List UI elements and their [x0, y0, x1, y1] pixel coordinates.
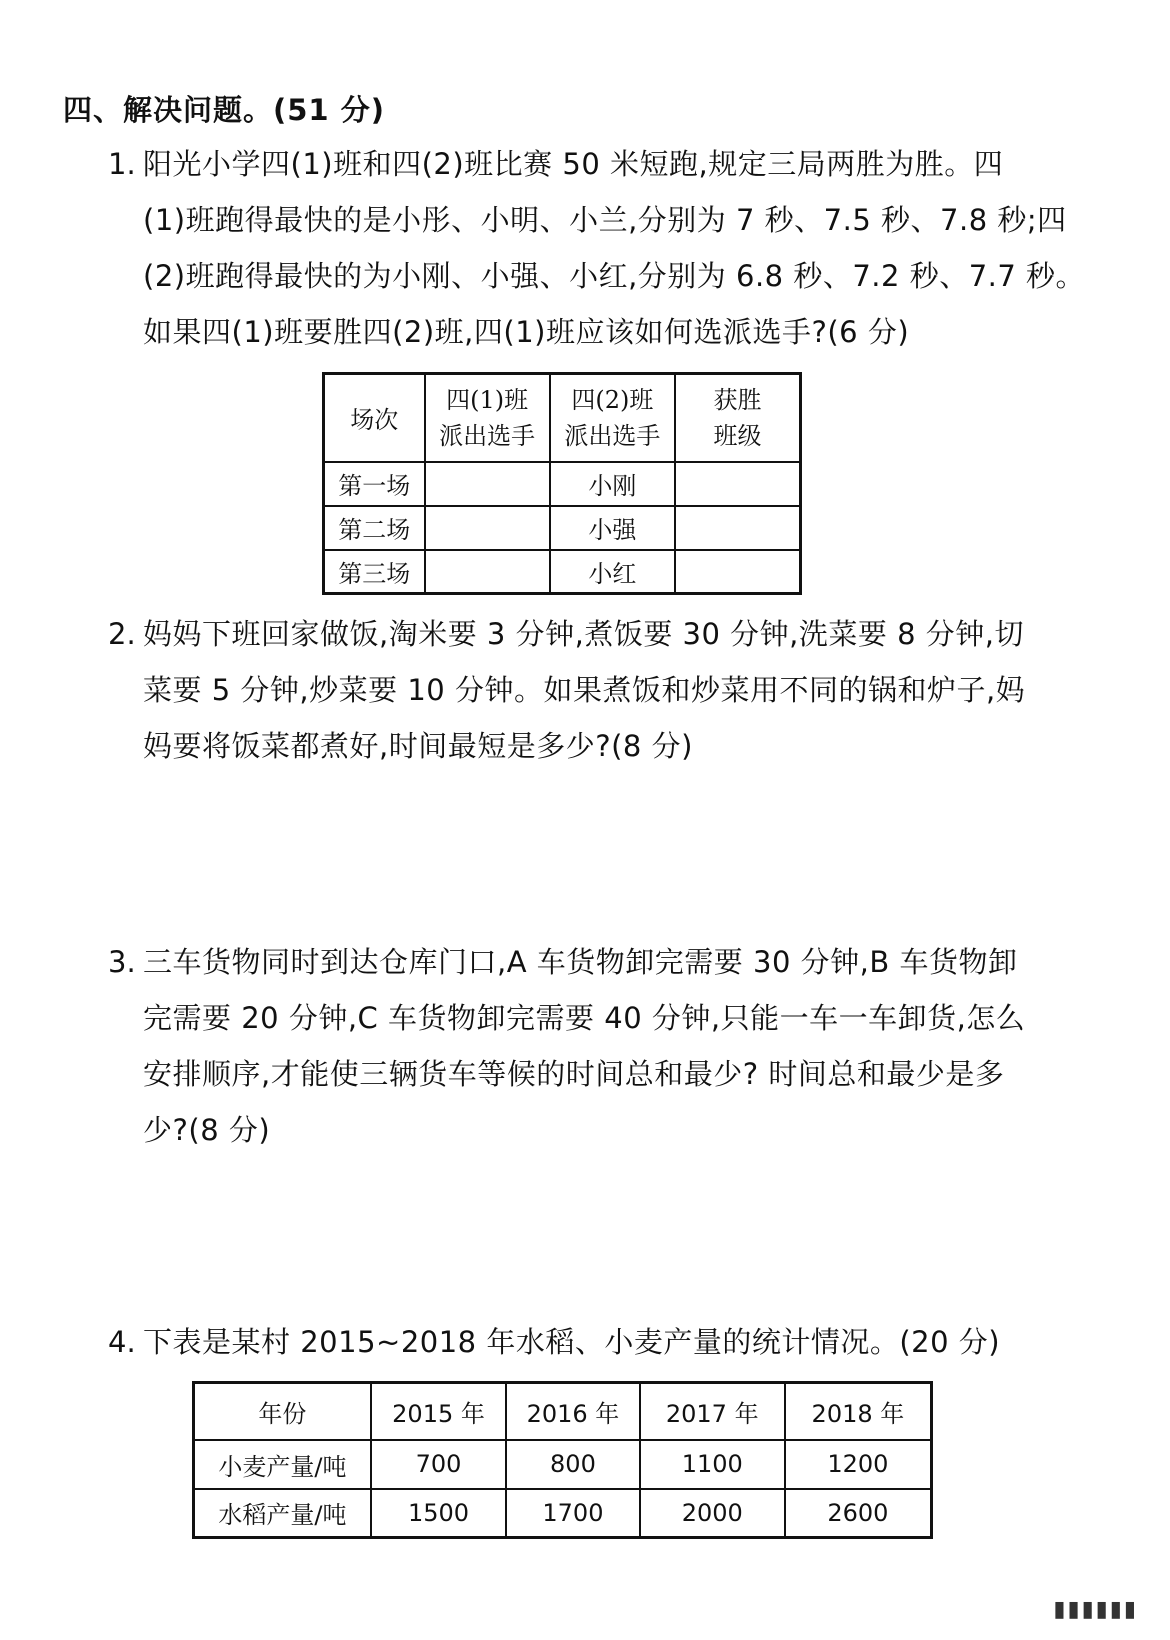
answer-cell[interactable] — [425, 462, 550, 506]
q1-match-table — [322, 372, 802, 595]
q1-header-text: 场次 — [350, 406, 399, 435]
q3-text — [143, 934, 1025, 1158]
q1-header-text: 四(2)班 — [571, 385, 654, 414]
table-cell: 小麦产量/吨 — [194, 1440, 371, 1489]
table-cell: 小红 — [550, 550, 675, 594]
q3-line: 完需要 20 分钟,C 车货物卸完需要 40 分钟,只能一车一车卸货,怎么 — [143, 1001, 1026, 1035]
q3-line: 三车货物同时到达仓库门口,A 车货物卸完需要 30 分钟,B 车货物卸 — [143, 945, 1018, 979]
table-header-cell: 2016 年 — [506, 1383, 639, 1440]
q1-line: (2)班跑得最快的为小刚、小强、小红,分别为 6.8 秒、7.2 秒、7.7 秒。 — [143, 259, 1086, 293]
q1-line: 阳光小学四(1)班和四(2)班比赛 50 米短跑,规定三局两胜为胜。四 — [143, 147, 1004, 181]
table-header-cell: 2015 年 — [371, 1383, 506, 1440]
answer-cell[interactable] — [675, 506, 801, 550]
table-row — [324, 506, 801, 550]
table-cell: 第一场 — [324, 462, 425, 506]
q2-text — [143, 606, 1025, 774]
table-cell: 800 — [506, 1440, 639, 1489]
table-cell: 700 — [371, 1440, 506, 1489]
q1-header-cell — [550, 374, 675, 462]
table-header-cell: 2018 年 — [785, 1383, 932, 1440]
answer-cell[interactable] — [425, 550, 550, 594]
q2-line: 菜要 5 分钟,炒菜要 10 分钟。如果煮饭和炒菜用不同的锅和炉子,妈 — [143, 673, 1026, 707]
q4-line: 下表是某村 2015~2018 年水稻、小麦产量的统计情况。(20 分) — [143, 1325, 1001, 1359]
q4-yield-table — [192, 1381, 933, 1539]
table-cell: 小强 — [550, 506, 675, 550]
q1-header-text: 四(1)班 — [446, 385, 529, 414]
table-cell: 2600 — [785, 1489, 932, 1538]
table-header-cell: 2017 年 — [640, 1383, 785, 1440]
table-row — [194, 1489, 932, 1538]
q4-number: 4. — [108, 1325, 136, 1359]
table-row — [194, 1440, 932, 1489]
table-cell: 1100 — [640, 1440, 785, 1489]
section-title: 四、解决问题。(51 分) — [63, 93, 385, 127]
q1-header-text: 派出选手 — [564, 421, 661, 450]
q1-header-text: 班级 — [713, 421, 762, 450]
q1-number: 1. — [108, 147, 136, 181]
q3-line: 安排顺序,才能使三辆货车等候的时间总和最少? 时间总和最少是多 — [143, 1057, 1005, 1091]
q1-line: (1)班跑得最快的是小彤、小明、小兰,分别为 7 秒、7.5 秒、7.8 秒;四 — [143, 203, 1067, 237]
table-header-cell: 年份 — [194, 1383, 371, 1440]
q3-number: 3. — [108, 945, 136, 979]
q1-header-text: 派出选手 — [439, 421, 536, 450]
table-cell: 1500 — [371, 1489, 506, 1538]
table-cell: 1700 — [506, 1489, 639, 1538]
q4-text — [143, 1314, 1000, 1370]
table-cell: 小刚 — [550, 462, 675, 506]
q1-header-cell — [425, 374, 550, 462]
q1-header-cell — [675, 374, 801, 462]
q2-line: 妈要将饭菜都煮好,时间最短是多少?(8 分) — [143, 729, 693, 763]
table-cell: 第二场 — [324, 506, 425, 550]
answer-cell[interactable] — [675, 462, 801, 506]
q1-text — [143, 136, 1085, 360]
table-header-row — [194, 1383, 932, 1440]
table-cell: 1200 — [785, 1440, 932, 1489]
q3-line: 少?(8 分) — [143, 1113, 271, 1147]
q2-line: 妈妈下班回家做饭,淘米要 3 分钟,煮饭要 30 分钟,洗菜要 8 分钟,切 — [143, 617, 1024, 651]
answer-cell[interactable] — [675, 550, 801, 594]
table-row — [324, 550, 801, 594]
q1-header-text: 获胜 — [713, 385, 762, 414]
table-cell: 水稻产量/吨 — [194, 1489, 371, 1538]
table-cell: 2000 — [640, 1489, 785, 1538]
q2-number: 2. — [108, 617, 136, 651]
table-row — [324, 462, 801, 506]
watermark-icon: ▮▮▮▮▮▮ — [1053, 1597, 1138, 1622]
q1-line: 如果四(1)班要胜四(2)班,四(1)班应该如何选派选手?(6 分) — [143, 315, 910, 349]
q1-header-cell — [324, 374, 425, 462]
table-cell: 第三场 — [324, 550, 425, 594]
answer-cell[interactable] — [425, 506, 550, 550]
